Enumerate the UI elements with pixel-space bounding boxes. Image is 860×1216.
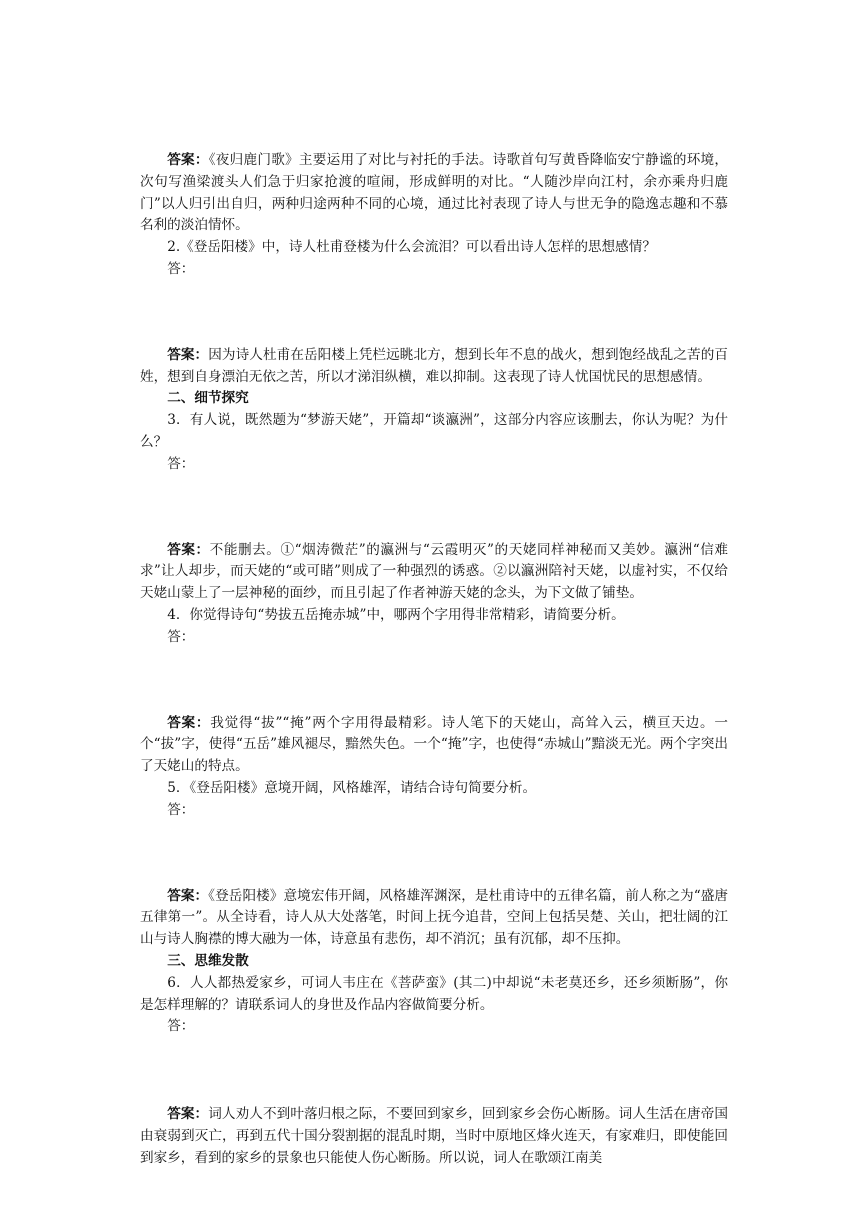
answer-text: 《登岳阳楼》意境宏伟开阔，风格雄浑渊深，是杜甫诗中的五律名篇，前人称之为“盛唐五律第一”。从全诗看，诗人从大处落笔，时间上抚今追昔，空间上包括吴楚、关山，把壮阔的江山与诗人胸襟的博大融为一体，诗意虽有悲伤，却不消沉；虽有沉郁，却不压抑。 <box>140 887 728 948</box>
answer-prompt: 答： <box>167 455 195 472</box>
answer-label: 答案： <box>167 541 210 558</box>
answer-label: 答案： <box>167 887 209 904</box>
answer-3 <box>140 540 728 605</box>
question-3: 3．有人说，既然题为“梦游天姥”，开篇却“谈瀛洲”，这部分内容应该删去，你认为呢？为什么？ <box>140 412 728 450</box>
answer-text: 因为诗人杜甫在岳阳楼上凭栏远眺北方，想到长年不息的战火，想到饱经战乱之苦的百姓，想到自身漂泊无依之苦，所以才涕泪纵横，难以抑制。这表现了诗人忧国忧民的思想感情。 <box>140 346 729 385</box>
answer-4 <box>140 713 728 778</box>
answer-label: 答案： <box>167 714 211 731</box>
answer-text: 不能删去。①“烟涛微茫”的瀛洲与“云霞明灭”的天姥同样神秘而又美妙。瀛洲“信难求”让人却步，而天姥的“或可睹”则成了一种强烈的诱惑。②以瀛洲陪衬天姥，以虚衬实，不仅给天姥山蒙上了一层神秘的面纱，而且引起了作者神游天姥的念头，为下文做了铺垫。 <box>140 541 729 602</box>
answer-space <box>140 281 728 345</box>
answer-text: 我觉得“拔”“掩”两个字用得最精彩。诗人笔下的天姥山，高耸入云，横亘天边。一个“拔”字，使得“五岳”雄风褪尽，黯然失色。一个“掩”字，也使得“赤城山”黯淡无光。两个字突出了天姥山的特点。 <box>140 714 728 775</box>
section-heading-2: 二、细节探究 <box>167 390 249 407</box>
answer-prompt: 答： <box>167 801 195 818</box>
answer-prompt: 答： <box>167 260 195 277</box>
question-5: 5．《登岳阳楼》意境开阔，风格雄浑，请结合诗句简要分析。 <box>167 779 537 796</box>
question-2: 2.《登岳阳楼》中，诗人杜甫登楼为什么会流泪？可以看出诗人怎样的思想感情？ <box>167 239 656 256</box>
answer-text: 《夜归鹿门歌》主要运用了对比与衬托的手法。诗歌首句写黄昏降临安宁静谧的环境，次句写渔梁渡头人们急于归家抢渡的喧闹，形成鲜明的对比。“人随沙岸向江村，余亦乘舟归鹿门”以人归引出自归，两种归途两种不同的心境，通过比衬表现了诗人与世无争的隐逸志趣和不慕名利的淡泊情怀。 <box>140 152 729 234</box>
answer-2 <box>140 345 728 389</box>
answer-label: 答案： <box>167 1106 209 1123</box>
answer-prompt: 答： <box>167 628 195 645</box>
answer-5 <box>140 886 728 951</box>
answer-prompt: 答： <box>167 1018 195 1035</box>
document-page <box>140 150 728 1170</box>
answer-space <box>140 822 728 886</box>
answer-space <box>140 1038 728 1104</box>
answer-label: 答案： <box>167 346 209 363</box>
answer-6 <box>140 1104 728 1169</box>
answer-1 <box>140 150 728 237</box>
question-6: 6．人人都热爱家乡，可词人韦庄在《菩萨蛮》(其二)中却说“未老莫还乡，还乡须断肠”，你是怎样理解的？请联系词人的身世及作品内容做简要分析。 <box>140 974 728 1013</box>
answer-label: 答案： <box>167 152 209 168</box>
question-4: 4．你觉得诗句“势拔五岳掩赤城”中，哪两个字用得非常精彩，请简要分析。 <box>167 606 625 623</box>
answer-space <box>140 649 728 713</box>
section-heading-3: 三、思维发散 <box>167 952 249 969</box>
answer-space <box>140 476 728 540</box>
answer-text: 词人劝人不到叶落归根之际，不要回到家乡，回到家乡会伤心断肠。词人生活在唐帝国由衰弱到灭亡，再到五代十国分裂割据的混乱时期，当时中原地区烽火连天，有家难归，即使能回到家乡，看到的家乡的景象也只能使人伤心断肠。所以说，词人在歌颂江南美 <box>140 1106 729 1166</box>
